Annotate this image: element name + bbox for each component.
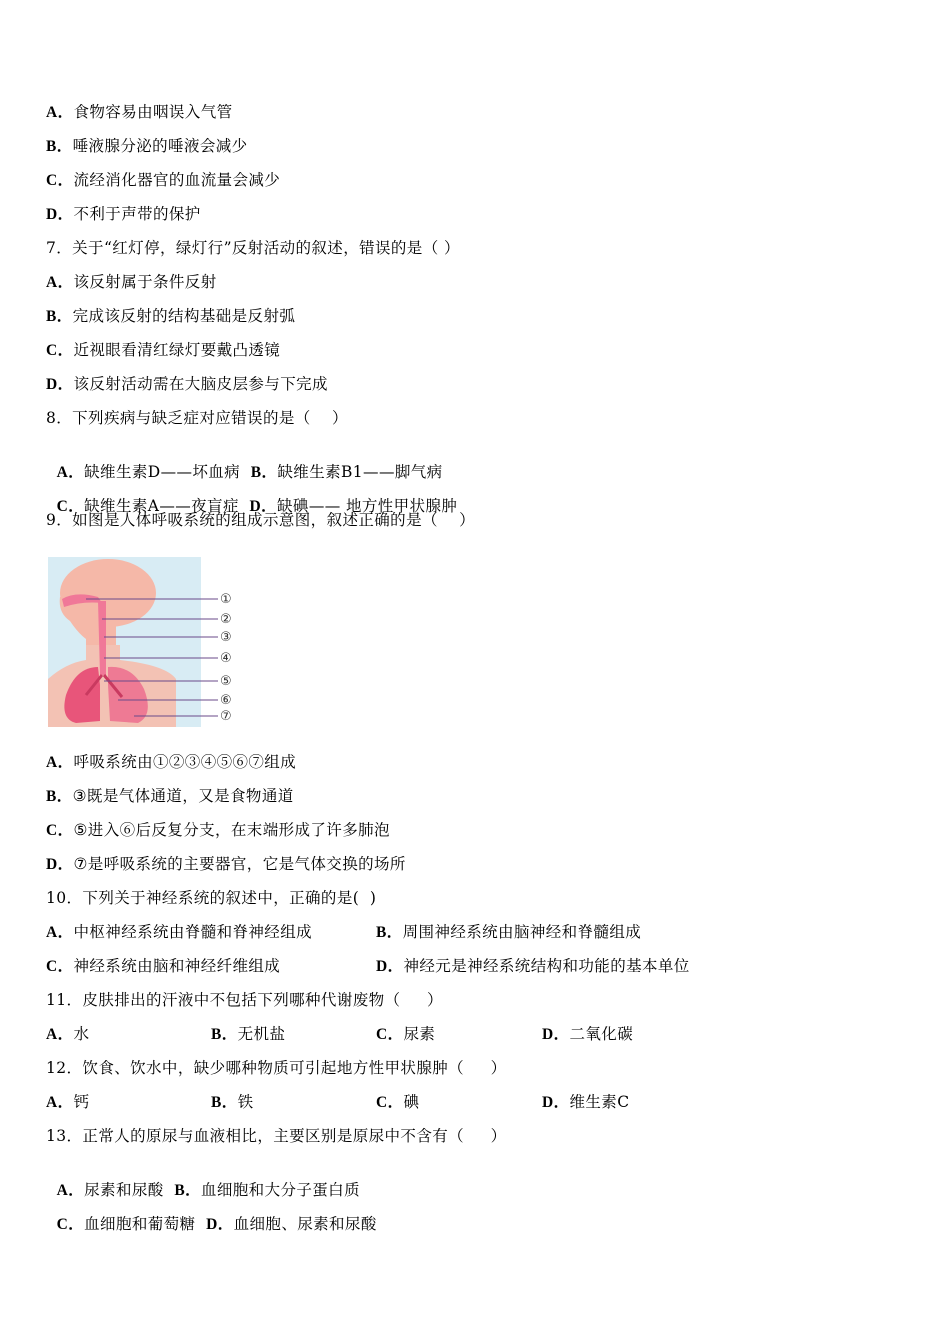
question-stem: 11．皮肤排出的汗液中不包括下列哪种代谢废物（ ） xyxy=(46,991,443,1009)
question-stem: 7．关于“红灯停，绿灯行”反射活动的叙述，错误的是（ ） xyxy=(46,239,460,257)
label-5: ⑤ xyxy=(220,674,232,689)
option-pair: C．缺维生素A——夜盲症 D．缺碘—— 地方性甲状腺肿 xyxy=(56,497,458,515)
option-line: D．该反射活动需在大脑皮层参与下完成 xyxy=(46,375,328,393)
question-stem: 9．如图是人体呼吸系统的组成示意图，叙述正确的是（ ） xyxy=(46,511,476,529)
label-4: ④ xyxy=(220,651,232,666)
option-pair: A．缺维生素D——坏血病 B．缺维生素B1——脚气病 xyxy=(56,463,443,481)
question-stem: 13．正常人的原尿与血液相比，主要区别是原尿中不含有（ ） xyxy=(46,1127,507,1145)
respiratory-system-figure xyxy=(46,555,246,730)
option-line: C．流经消化器官的血流量会减少 xyxy=(46,171,281,189)
option-line: A．该反射属于条件反射 xyxy=(46,273,217,291)
option-line: A．食物容易由咽误入气管 xyxy=(46,103,233,121)
label-3: ③ xyxy=(220,630,232,645)
option-row: A．水 B．无机盐 C．尿素 D．二氧化碳 xyxy=(46,1025,634,1043)
question-stem: 12．饮食、饮水中，缺少哪种物质可引起地方性甲状腺肿（ ） xyxy=(46,1059,507,1077)
option-pair: A．中枢神经系统由脊髓和脊神经组成 B．周围神经系统由脑神经和脊髓组成 xyxy=(46,923,642,941)
label-2: ② xyxy=(220,612,232,627)
option-line: B．唾液腺分泌的唾液会减少 xyxy=(46,137,248,155)
label-1: ① xyxy=(220,592,232,607)
label-7: ⑦ xyxy=(220,709,232,724)
option-line: B．完成该反射的结构基础是反射弧 xyxy=(46,307,296,325)
option-line: B．③既是气体通道，又是食物通道 xyxy=(46,787,294,805)
option-line: C．近视眼看清红绿灯要戴凸透镜 xyxy=(46,341,281,359)
option-row: A．钙 B．铁 C．碘 D．维生素C xyxy=(46,1093,630,1111)
option-pair: C．血细胞和葡萄糖 D．血细胞、尿素和尿酸 xyxy=(56,1215,377,1233)
option-line: A．呼吸系统由①②③④⑤⑥⑦组成 xyxy=(46,753,297,771)
option-pair: C．神经系统由脑和神经纤维组成 D．神经元是神经系统结构和功能的基本单位 xyxy=(46,957,690,975)
option-pair: A．尿素和尿酸 B．血细胞和大分子蛋白质 xyxy=(56,1181,360,1199)
option-line: D．不利于声带的保护 xyxy=(46,205,201,223)
question-stem: 10．下列关于神经系统的叙述中，正确的是( ) xyxy=(46,889,377,907)
option-line: D．⑦是呼吸系统的主要器官，它是气体交换的场所 xyxy=(46,855,406,873)
label-6: ⑥ xyxy=(220,693,232,708)
question-stem: 8．下列疾病与缺乏症对应错误的是（ ） xyxy=(46,409,348,427)
respiratory-diagram xyxy=(46,555,246,730)
option-line: C．⑤进入⑥后反复分支，在末端形成了许多肺泡 xyxy=(46,821,390,839)
